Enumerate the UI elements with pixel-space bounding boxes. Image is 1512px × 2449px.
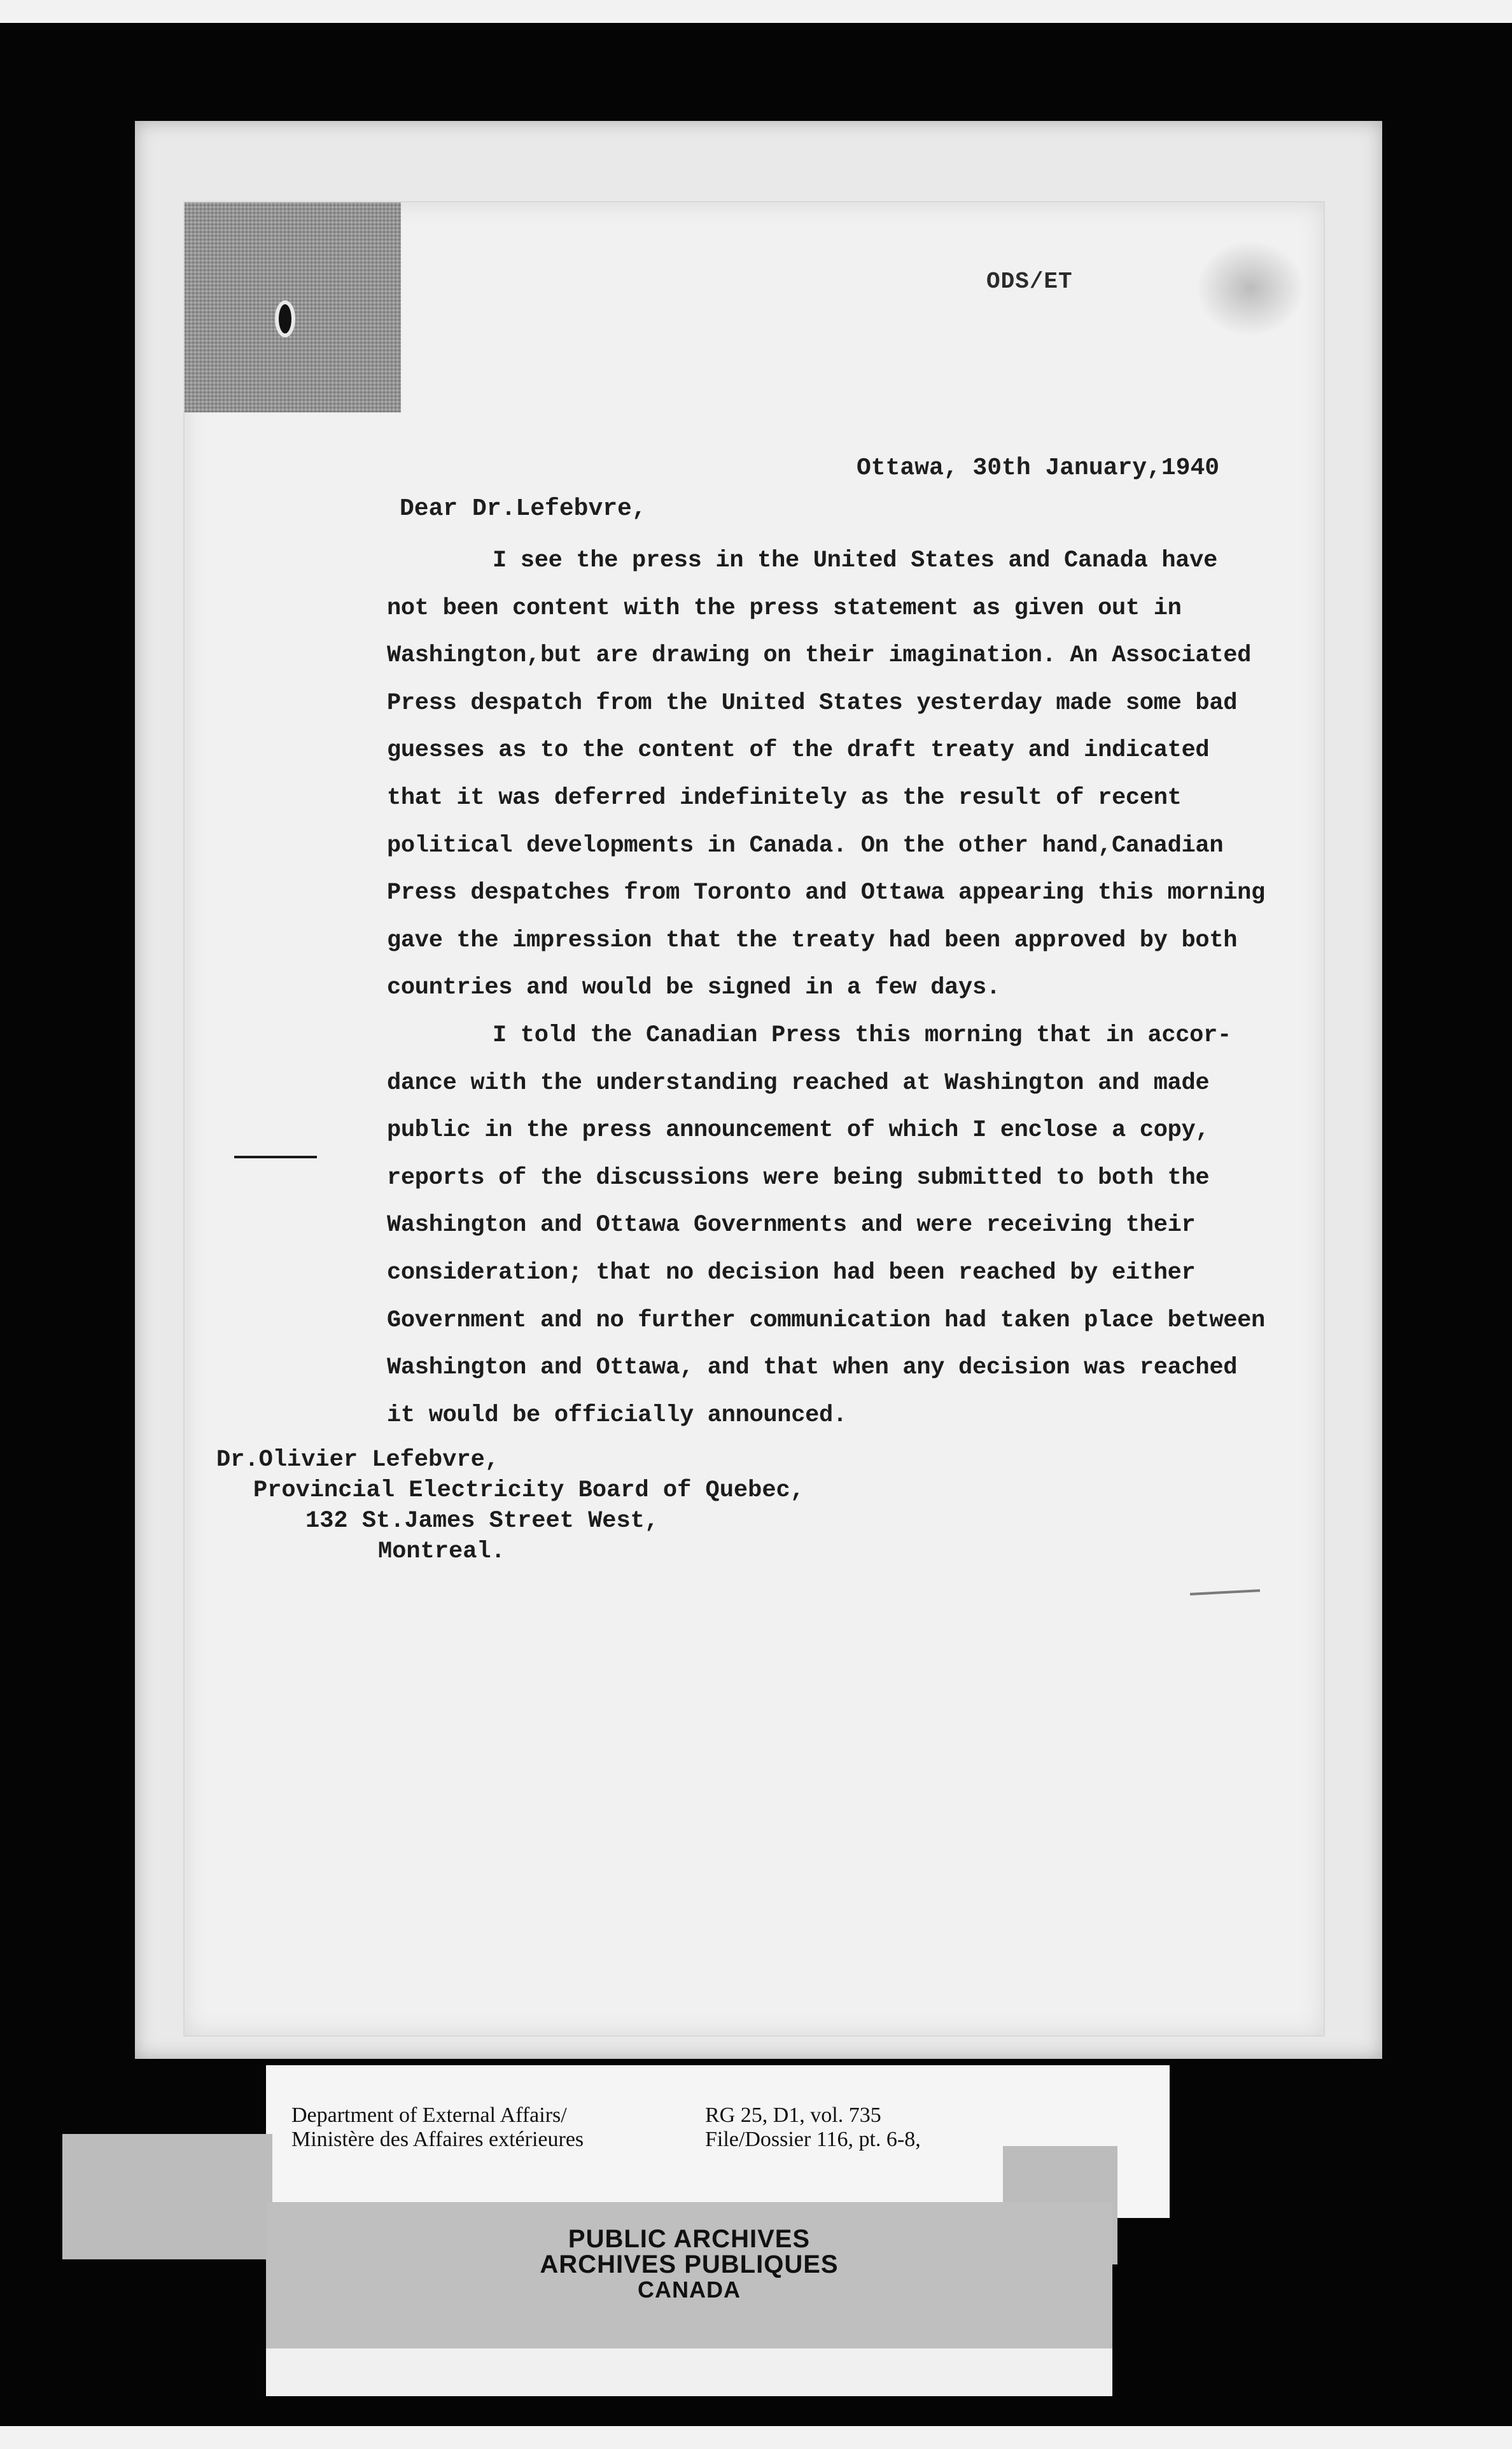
record-group: RG 25, D1, vol. 735 [705,2103,881,2127]
film-border-bottom [0,2426,1512,2449]
body-line: Washington,but are drawing on their imagination. An Associated [387,642,1252,670]
address-line: Dr.Olivier Lefebvre, [216,1447,500,1473]
body-line: political developments in Canada. On the other hand,Canadian [387,832,1224,859]
body-line: that it was deferred indefinitely as the result of recent [387,784,1182,811]
body-line: it would be officially announced. [387,1401,847,1429]
body-line: Press despatches from Toronto and Ottawa appearing this morning [387,880,1265,907]
enclosure-mark [234,1156,317,1158]
archives-card-foot [266,2348,1112,2396]
smudge-mark [1196,241,1305,336]
fabric-tab [185,202,401,412]
body-line: dance with the understanding reached at Washington and made [387,1069,1210,1097]
body-line: gave the impression that the treaty had been approved by both [387,927,1238,954]
letter-date: Ottawa, 30th January,1940 [857,454,1220,482]
archives-card-wing-left [62,2134,272,2259]
body-line: countries and would be signed in a few days. [387,974,1000,1002]
address-line: Provincial Electricity Board of Quebec, [253,1477,804,1504]
letter-page [185,202,1324,2035]
body-line: Washington and Ottawa Governments and were receiving their [387,1212,1196,1239]
department-block [291,2103,584,2152]
archives-line-en: PUBLIC ARCHIVES [568,2225,811,2253]
file-reference-block [705,2103,921,2152]
body-line: Government and no further communication had taken place between [387,1307,1265,1334]
punch-hole [279,304,291,333]
department-fr: Ministère des Affaires extérieures [291,2128,584,2151]
reference-code: ODS/ET [986,269,1073,295]
file-dossier: File/Dossier 116, pt. 6-8, [705,2128,921,2151]
body-line: consideration; that no decision had been reached by either [387,1259,1196,1286]
body-line: I told the Canadian Press this morning that in accor- [493,1021,1231,1049]
address-line: 132 St.James Street West, [305,1508,659,1534]
salutation: Dear Dr.Lefebvre, [400,495,647,523]
body-line: I see the press in the United States and Canada have [493,547,1217,574]
archives-line-fr: ARCHIVES PUBLIQUES [540,2250,839,2278]
body-line: Press despatch from the United States yesterday made some bad [387,689,1238,717]
department-en: Department of External Affairs/ [291,2103,567,2127]
archives-line-country: CANADA [638,2277,741,2303]
ink-mark [1190,1589,1260,1596]
address-line: Montreal. [378,1538,505,1565]
film-border-top [0,0,1512,23]
body-line: not been content with the press statement as given out in [387,594,1182,622]
body-line: reports of the discussions were being submitted to both the [387,1164,1210,1191]
recipient-address [216,1445,804,1567]
archives-stamp-text [266,2226,1112,2303]
body-line: public in the press announcement of which I enclose a copy, [387,1117,1210,1144]
body-line: Washington and Ottawa, and that when any decision was reached [387,1354,1238,1382]
body-line: guesses as to the content of the draft treaty and indicated [387,737,1210,764]
letter-body [387,547,1329,1449]
